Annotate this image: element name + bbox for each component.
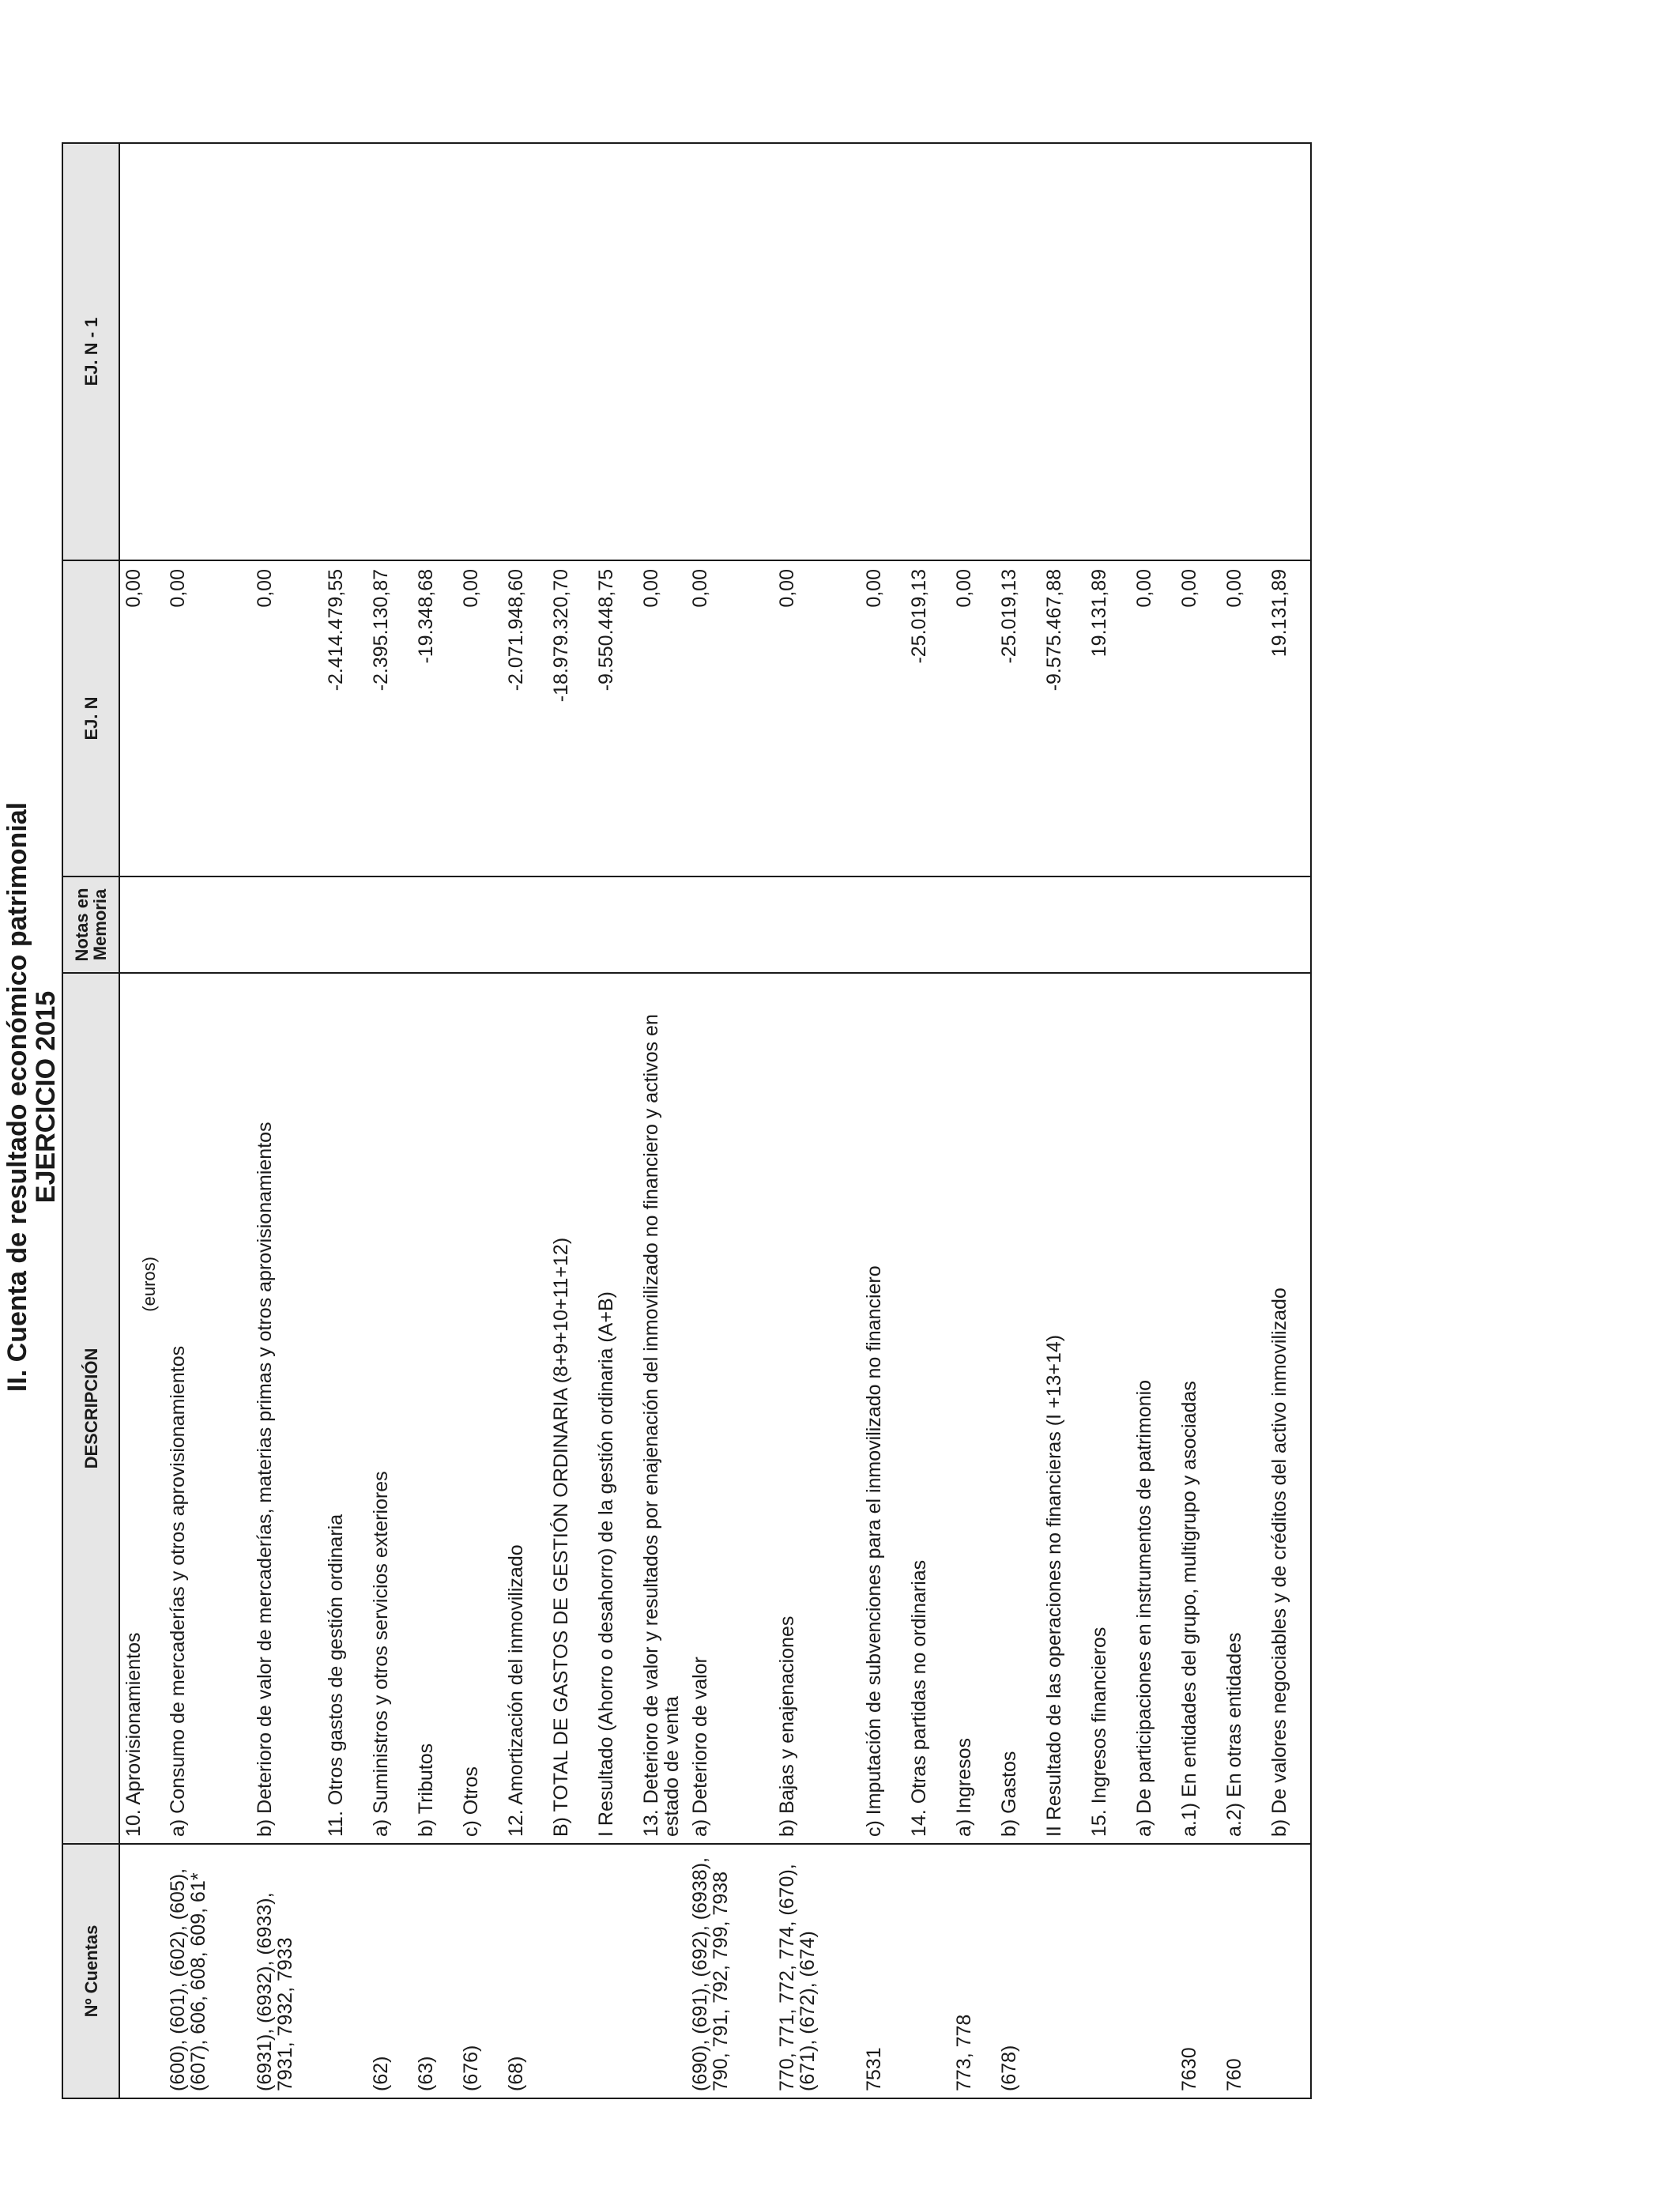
- cell-cuentas: (676): [458, 1844, 503, 2098]
- cell-notas: [164, 876, 251, 973]
- cell-notas: [458, 876, 503, 973]
- header-notas-line1: Notas en: [72, 888, 92, 962]
- cell-cuentas: [548, 1844, 593, 2098]
- document-subtitle: EJERCICIO 2015: [31, 990, 61, 1204]
- table-row: [458, 143, 503, 2098]
- header-notas-line2: Memoria: [90, 888, 110, 961]
- cell-cuentas: [1131, 1844, 1176, 2098]
- cell-ej-n: 0,00: [861, 560, 906, 876]
- cell-descripcion: a) De participaciones en instrumentos de patrimonio: [1131, 973, 1176, 1844]
- table-row: [593, 143, 638, 2098]
- cell-ej-n-1: [1266, 143, 1311, 560]
- cell-cuentas: (690), (691), (692), (6938), 790, 791, 792, 799, 7938: [687, 1844, 774, 2098]
- cell-descripcion: B) TOTAL DE GASTOS DE GESTIÓN ORDINARIA (8+9+10+11+12): [548, 973, 593, 1844]
- cell-notas: [687, 876, 774, 973]
- cell-ej-n: 0,00: [251, 560, 322, 876]
- table-row: [322, 143, 367, 2098]
- cell-ej-n: 0,00: [458, 560, 503, 876]
- cell-ej-n: -9.575.467,88: [1041, 560, 1086, 876]
- table-row: [951, 143, 996, 2098]
- cell-notas: [1266, 876, 1311, 973]
- cell-notas: [996, 876, 1041, 973]
- cell-descripcion: b) Tributos: [412, 973, 458, 1844]
- cell-notas: [1221, 876, 1266, 973]
- cell-ej-n-1: [412, 143, 458, 560]
- cell-cuentas: 760: [1221, 1844, 1266, 2098]
- cell-ej-n-1: [687, 143, 774, 560]
- cell-notas: [774, 876, 861, 973]
- cell-descripcion: b) Deterioro de valor de mercaderías, materias primas y otros aprovisionamientos: [251, 973, 322, 1844]
- table-row: [861, 143, 906, 2098]
- cell-ej-n: -19.348,68: [412, 560, 458, 876]
- table-row: [996, 143, 1041, 2098]
- cell-ej-n-1: [996, 143, 1041, 560]
- cell-ej-n: 19.131,89: [1266, 560, 1311, 876]
- table-row: [412, 143, 458, 2098]
- table-row: [367, 143, 412, 2098]
- cell-ej-n: 19.131,89: [1086, 560, 1131, 876]
- document-title: II. Cuenta de resultado económico patrimonial: [2, 801, 32, 1393]
- cell-ej-n-1: [458, 143, 503, 560]
- cell-ej-n: 0,00: [164, 560, 251, 876]
- cell-notas: [861, 876, 906, 973]
- cell-ej-n-1: [774, 143, 861, 560]
- cell-descripcion: a.2) En otras entidades: [1221, 973, 1266, 1844]
- table-row: [1131, 143, 1176, 2098]
- cell-cuentas: 773, 778: [951, 1844, 996, 2098]
- cell-ej-n: 0,00: [951, 560, 996, 876]
- table-row: [1266, 143, 1311, 2098]
- cell-descripcion: 15. Ingresos financieros: [1086, 973, 1131, 1844]
- cell-notas: [412, 876, 458, 973]
- cell-ej-n: -9.550.448,75: [593, 560, 638, 876]
- cell-notas: [322, 876, 367, 973]
- cell-ej-n: -2.414.479,55: [322, 560, 367, 876]
- cell-ej-n: -2.395.130,87: [367, 560, 412, 876]
- cell-ej-n: 0,00: [119, 560, 164, 876]
- cell-notas: [1131, 876, 1176, 973]
- cell-notas: [951, 876, 996, 973]
- table-row: [119, 143, 164, 2098]
- cell-descripcion: b) Bajas y enajenaciones: [774, 973, 861, 1844]
- table-row: [1041, 143, 1086, 2098]
- cell-cuentas: [1041, 1844, 1086, 2098]
- cell-notas: [503, 876, 548, 973]
- cell-notas: [251, 876, 322, 973]
- table-row: [251, 143, 322, 2098]
- cell-descripcion: c) Imputación de subvenciones para el inmovilizado no financiero: [861, 973, 906, 1844]
- header-notas: [62, 876, 119, 973]
- cell-ej-n: 0,00: [774, 560, 861, 876]
- cell-cuentas: (68): [503, 1844, 548, 2098]
- cell-ej-n-1: [861, 143, 906, 560]
- table-header-row: [62, 143, 119, 2098]
- cell-ej-n-1: [593, 143, 638, 560]
- header-cuentas: Nº Cuentas: [62, 1844, 119, 2098]
- cell-notas: [119, 876, 164, 973]
- table-row: [774, 143, 861, 2098]
- cell-ej-n-1: [322, 143, 367, 560]
- cell-descripcion: a) Suministros y otros servicios exteriores: [367, 973, 412, 1844]
- cell-ej-n-1: [119, 143, 164, 560]
- cell-cuentas: 770, 771, 772, 774, (670), (671), (672), (674): [774, 1844, 861, 2098]
- cell-cuentas: [119, 1844, 164, 2098]
- cell-notas: [906, 876, 951, 973]
- cell-descripcion: 10. Aprovisionamientos: [119, 973, 164, 1844]
- cell-notas: [1176, 876, 1221, 973]
- table-row: [906, 143, 951, 2098]
- cell-descripcion: a) Deterioro de valor: [687, 973, 774, 1844]
- cell-ej-n: -25.019,13: [996, 560, 1041, 876]
- cell-ej-n-1: [367, 143, 412, 560]
- cell-descripcion: I Resultado (Ahorro o desahorro) de la gestión ordinaria (A+B): [593, 973, 638, 1844]
- cell-descripcion: 13. Deterioro de valor y resultados por enajenación del inmovilizado no financiero y activos en estado de venta: [638, 973, 687, 1844]
- cell-ej-n: 0,00: [1221, 560, 1266, 876]
- cell-ej-n-1: [638, 143, 687, 560]
- cell-ej-n-1: [1041, 143, 1086, 560]
- cell-descripcion: a) Consumo de mercaderías y otros aprovisionamientos: [164, 973, 251, 1844]
- table-row: [1086, 143, 1131, 2098]
- table-row: [164, 143, 251, 2098]
- table-row: [1221, 143, 1266, 2098]
- table-row: [687, 143, 774, 2098]
- cell-descripcion: a.1) En entidades del grupo, multigrupo y asociadas: [1176, 973, 1221, 1844]
- cell-descripcion: c) Otros: [458, 973, 503, 1844]
- cell-ej-n: 0,00: [1131, 560, 1176, 876]
- cell-ej-n-1: [503, 143, 548, 560]
- cell-notas: [1041, 876, 1086, 973]
- header-ej-n: EJ. N: [62, 560, 119, 876]
- cell-cuentas: (678): [996, 1844, 1041, 2098]
- cell-cuentas: (6931), (6932), (6933), 7931, 7932, 7933: [251, 1844, 322, 2098]
- cell-notas: [638, 876, 687, 973]
- cell-ej-n-1: [164, 143, 251, 560]
- header-descripcion: DESCRIPCIÓN: [62, 973, 119, 1844]
- cell-cuentas: 7531: [861, 1844, 906, 2098]
- cell-ej-n-1: [548, 143, 593, 560]
- cell-ej-n: 0,00: [1176, 560, 1221, 876]
- units-label: (euros): [139, 1257, 159, 1312]
- cell-cuentas: [1266, 1844, 1311, 2098]
- cell-ej-n-1: [951, 143, 996, 560]
- cell-cuentas: [593, 1844, 638, 2098]
- cell-descripcion: b) De valores negociables y de créditos del activo inmovilizado: [1266, 973, 1311, 1844]
- cell-cuentas: [906, 1844, 951, 2098]
- cell-ej-n-1: [251, 143, 322, 560]
- cell-ej-n: -25.019,13: [906, 560, 951, 876]
- results-table: [62, 142, 1312, 2099]
- cell-ej-n-1: [906, 143, 951, 560]
- cell-ej-n-1: [1086, 143, 1131, 560]
- header-ej-n-1: EJ. N - 1: [62, 143, 119, 560]
- cell-cuentas: (63): [412, 1844, 458, 2098]
- cell-cuentas: [322, 1844, 367, 2098]
- cell-ej-n-1: [1176, 143, 1221, 560]
- cell-descripcion: b) Gastos: [996, 973, 1041, 1844]
- cell-ej-n: 0,00: [638, 560, 687, 876]
- cell-descripcion: II Resultado de las operaciones no financieras (I +13+14): [1041, 973, 1086, 1844]
- cell-cuentas: [638, 1844, 687, 2098]
- cell-cuentas: (600), (601), (602), (605), (607), 606, 608, 609, 61*: [164, 1844, 251, 2098]
- cell-ej-n: -18.979.320,70: [548, 560, 593, 876]
- cell-descripcion: 11. Otros gastos de gestión ordinaria: [322, 973, 367, 1844]
- table-row: [1176, 143, 1221, 2098]
- cell-notas: [593, 876, 638, 973]
- table-row: [638, 143, 687, 2098]
- table-row: [503, 143, 548, 2098]
- cell-descripcion: a) Ingresos: [951, 973, 996, 1844]
- cell-ej-n: -2.071.948,60: [503, 560, 548, 876]
- cell-cuentas: 7630: [1176, 1844, 1221, 2098]
- cell-ej-n-1: [1131, 143, 1176, 560]
- cell-notas: [1086, 876, 1131, 973]
- table-row: [548, 143, 593, 2098]
- cell-cuentas: (62): [367, 1844, 412, 2098]
- cell-descripcion: 14. Otras partidas no ordinarias: [906, 973, 951, 1844]
- cell-notas: [367, 876, 412, 973]
- cell-ej-n: 0,00: [687, 560, 774, 876]
- cell-notas: [548, 876, 593, 973]
- cell-descripcion: 12. Amortización del inmovilizado: [503, 973, 548, 1844]
- cell-ej-n-1: [1221, 143, 1266, 560]
- cell-cuentas: [1086, 1844, 1131, 2098]
